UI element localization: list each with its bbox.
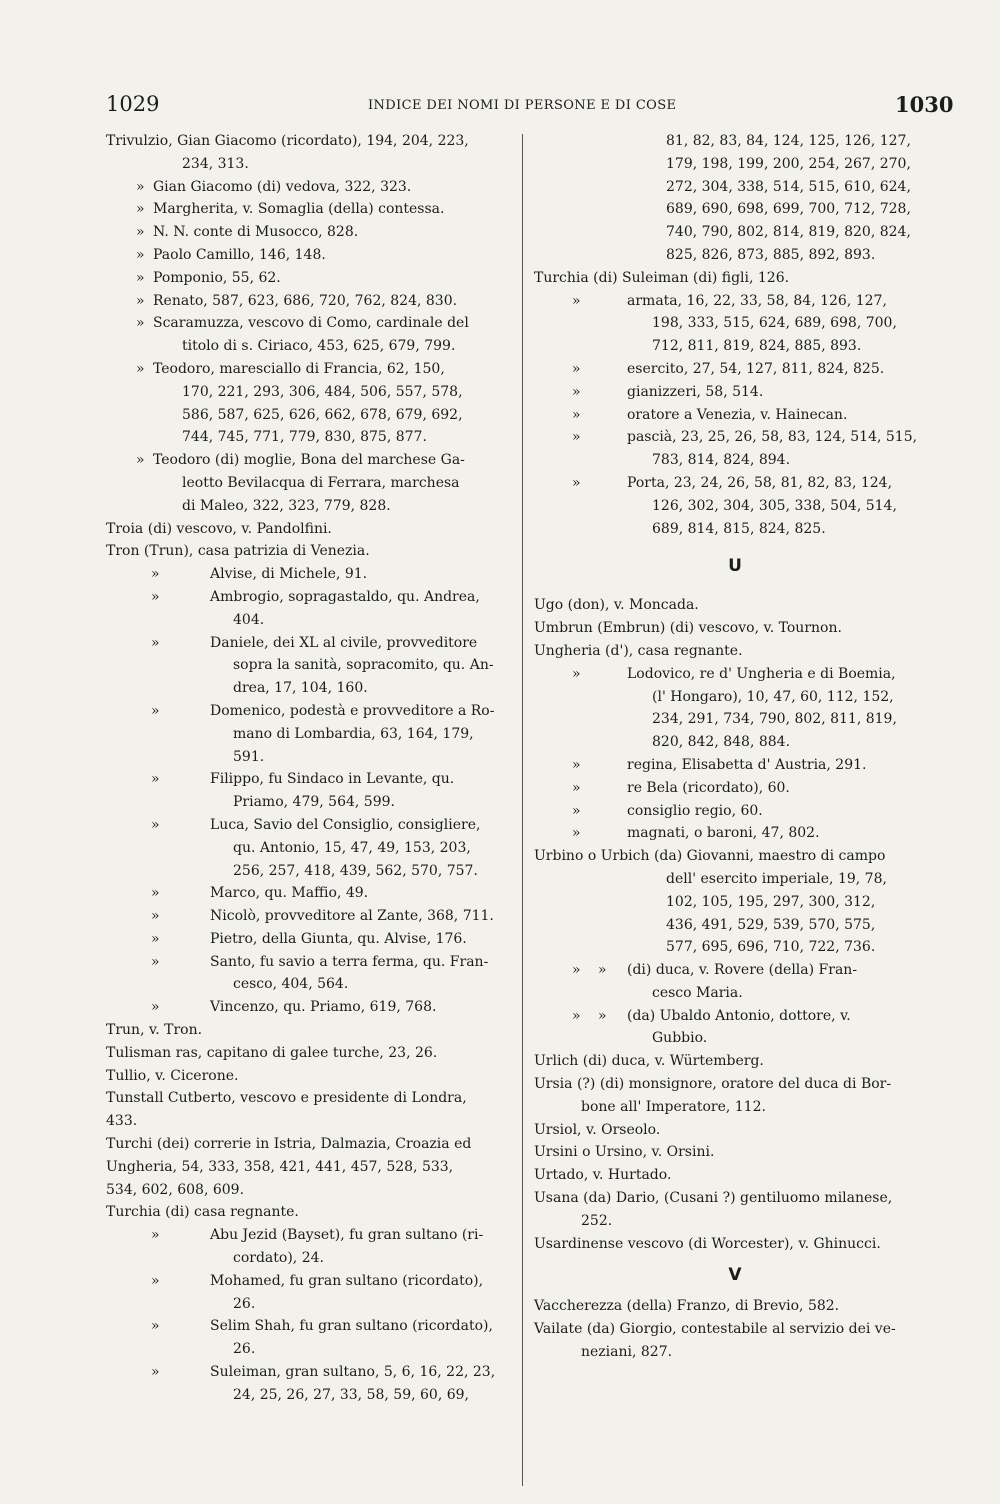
index-entry-text: Daniele, dei XL al civile, provveditore (210, 634, 478, 651)
ditto-marker: » (151, 908, 160, 925)
index-entry-line (534, 130, 936, 153)
index-entry-line (534, 1341, 936, 1364)
ditto-marker: » (572, 406, 581, 423)
index-entry-text: Marco, qu. Maffio, 49. (210, 885, 369, 902)
index-entry-line (106, 1087, 512, 1110)
index-entry-line (534, 982, 936, 1005)
index-entry-line (534, 891, 936, 914)
ditto-marker: » (572, 383, 581, 400)
index-entry-line (106, 153, 512, 176)
index-entry-line (106, 426, 512, 449)
index-entry-text: sopra la sanità, sopracomito, qu. An- (233, 657, 494, 674)
index-entry-line (534, 404, 936, 427)
index-entry-line (534, 800, 936, 823)
index-entry-line (106, 1133, 512, 1156)
page-number-right: 1030 (895, 92, 954, 117)
ditto-marker: » (136, 178, 145, 195)
index-entry-line (106, 290, 512, 313)
ditto-marker: » (572, 825, 581, 842)
index-entry-line (106, 814, 512, 837)
index-entry-line (106, 973, 512, 996)
index-entry-text: Vaccherezza (della) Franzo, di Brevio, 582. (534, 1298, 840, 1315)
index-entry-text: Luca, Savio del Consiglio, consigliere, (210, 816, 481, 833)
index-entry-line (534, 198, 936, 221)
index-entry-text: 436, 491, 529, 539, 570, 575, (666, 916, 876, 933)
index-entry-line (534, 640, 936, 663)
index-entry-text: Trun, v. Tron. (106, 1022, 203, 1039)
index-entry-line (534, 1141, 936, 1164)
index-entry-line (106, 746, 512, 769)
index-entry-text: consiglio regio, 60. (627, 802, 763, 819)
index-entry-line (534, 335, 936, 358)
index-entry-line (534, 868, 936, 891)
index-entry-line (106, 1110, 512, 1133)
index-entry-text: Turchia (di) Suleiman (di) figli, 126. (534, 269, 790, 286)
index-entry-line (534, 312, 936, 335)
index-entry-text: Vailate (da) Giorgio, contestabile al servizio dei ve- (534, 1321, 896, 1338)
index-entry-text: 198, 333, 515, 624, 689, 698, 700, (652, 315, 897, 332)
index-entry-line (534, 221, 936, 244)
index-entry-line (534, 290, 936, 313)
index-entry-line (534, 1073, 936, 1096)
index-entry-text: Teodoro, maresciallo di Francia, 62, 150, (153, 360, 445, 377)
ditto-marker: » (136, 269, 145, 286)
index-entry-line (534, 777, 936, 800)
index-entry-line (106, 381, 512, 404)
index-entry-line (106, 221, 512, 244)
index-entry-line (534, 449, 936, 472)
column-divider (522, 134, 523, 1486)
index-entry-line (534, 1318, 936, 1341)
index-entry-line (106, 1315, 512, 1338)
index-entry-line (534, 1164, 936, 1187)
index-entry-line (106, 996, 512, 1019)
index-entry-line (106, 267, 512, 290)
index-entry-line (534, 1187, 936, 1210)
index-entry-line (534, 1233, 936, 1256)
index-entry-text: Umbrun (Embrun) (di) vescovo, v. Tournon. (534, 620, 842, 637)
ditto-marker: » (136, 292, 145, 309)
index-entry-line (106, 1156, 512, 1179)
running-title: INDICE DEI NOMI DI PERSONE E DI COSE (368, 98, 677, 113)
index-entry-line (106, 518, 512, 541)
index-entry-text: cordato), 24. (233, 1250, 324, 1267)
index-entry-text: 234, 313. (182, 155, 249, 172)
index-entry-text: Gian Giacomo (di) vedova, 322, 323. (153, 178, 412, 195)
index-entry-text: magnati, o baroni, 47, 802. (627, 825, 820, 842)
index-entry-text: Ugo (don), v. Moncada. (534, 597, 699, 614)
index-entry-text: 126, 302, 304, 305, 338, 504, 514, (652, 497, 897, 514)
index-entry-text: Mohamed, fu gran sultano (ricordato), (210, 1272, 484, 1289)
index-entry-line (106, 176, 512, 199)
ditto-marker: » (572, 962, 581, 979)
index-entry-line (106, 404, 512, 427)
index-entry-text: 256, 257, 418, 439, 562, 570, 757. (233, 862, 478, 879)
index-entry-text: oratore a Venezia, v. Hainecan. (627, 406, 848, 423)
index-entry-text: cesco Maria. (652, 984, 743, 1001)
index-entry-text: Ungheria, 54, 333, 358, 421, 441, 457, 528, 533, (106, 1158, 454, 1175)
index-entry-line (534, 1295, 936, 1318)
index-entry-line (106, 1247, 512, 1270)
index-entry-text: Urtado, v. Hurtado. (534, 1167, 672, 1184)
ditto-marker: » (151, 771, 160, 788)
index-entry-line (534, 686, 936, 709)
index-entry-text: cesco, 404, 564. (233, 976, 349, 993)
index-entry-text: Renato, 587, 623, 686, 720, 762, 824, 830. (153, 292, 458, 309)
ditto-marker: » (151, 816, 160, 833)
index-entry-text: Santo, fu savio a terra ferma, qu. Fran- (210, 953, 489, 970)
index-entry-text: Selim Shah, fu gran sultano (ricordato), (210, 1318, 493, 1335)
ditto-marker: » (151, 1227, 160, 1244)
index-entry-line (534, 594, 936, 617)
index-entry-text: 272, 304, 338, 514, 515, 610, 624, (666, 178, 911, 195)
index-entry-line (106, 928, 512, 951)
section-heading: U (728, 556, 742, 577)
ditto-marker: » (572, 802, 581, 819)
index-entry-line (534, 845, 936, 868)
index-entry-line (534, 176, 936, 199)
ditto-marker: » (151, 1272, 160, 1289)
index-entry-text: mano di Lombardia, 63, 164, 179, (233, 725, 474, 742)
index-entry-text: (da) Ubaldo Antonio, dottore, v. (627, 1007, 851, 1024)
ditto-marker: » (572, 292, 581, 309)
index-entry-text: Urlich (di) duca, v. Würtemberg. (534, 1053, 764, 1070)
index-entry-text: dell' esercito imperiale, 19, 78, (666, 870, 887, 887)
ditto-marker: » (136, 315, 145, 332)
index-entry-line (106, 700, 512, 723)
index-entry-line (534, 1050, 936, 1073)
ditto-marker: » (151, 999, 160, 1016)
index-entry-text: 170, 221, 293, 306, 484, 506, 557, 578, (182, 383, 463, 400)
index-entry-text: Scaramuzza, vescovo di Como, cardinale del (153, 315, 469, 332)
index-entry-text: 577, 695, 696, 710, 722, 736. (666, 939, 876, 956)
ditto-marker: » (572, 779, 581, 796)
index-entry-text: bone all' Imperatore, 112. (581, 1098, 766, 1115)
index-entry-line (106, 1293, 512, 1316)
index-entry-text: Nicolò, provveditore al Zante, 368, 711. (210, 908, 494, 925)
index-entry-text: Usana (da) Dario, (Cusani ?) gentiluomo milanese, (534, 1190, 893, 1207)
index-column-right (534, 130, 936, 1364)
index-entry-text: 26. (233, 1341, 256, 1358)
ditto-marker: » (136, 224, 145, 241)
ditto-marker: » (572, 756, 581, 773)
index-entry-text: Tulisman ras, capitano di galee turche, 23, 26. (106, 1044, 438, 1061)
index-entry-line (534, 244, 936, 267)
index-entry-text: Priamo, 479, 564, 599. (233, 794, 395, 811)
index-entry-line (534, 381, 936, 404)
index-entry-text: 179, 198, 199, 200, 254, 267, 270, (666, 155, 911, 172)
index-entry-text: titolo di s. Ciriaco, 453, 625, 679, 799. (182, 338, 456, 355)
ditto-marker: » (136, 452, 145, 469)
index-entry-line (106, 1384, 512, 1407)
index-entry-text: re Bela (ricordato), 60. (627, 779, 790, 796)
index-entry-text: Pietro, della Giunta, qu. Alvise, 176. (210, 930, 467, 947)
index-entry-line (106, 586, 512, 609)
index-entry-line (534, 1005, 936, 1028)
index-entry-line (106, 198, 512, 221)
index-entry-line (534, 754, 936, 777)
section-heading: V (728, 1265, 742, 1286)
index-entry-text: Turchi (dei) correrie in Istria, Dalmazia, Croazia ed (106, 1136, 472, 1153)
index-entry-text: 404. (233, 611, 265, 628)
index-entry-line (106, 1338, 512, 1361)
index-entry-text: armata, 16, 22, 33, 58, 84, 126, 127, (627, 292, 887, 309)
index-entry-text: 783, 814, 824, 894. (652, 452, 791, 469)
index-entry-text: 81, 82, 83, 84, 124, 125, 126, 127, (666, 133, 911, 149)
ditto-marker: » (572, 360, 581, 377)
index-entry-text: 689, 814, 815, 824, 825. (652, 520, 826, 537)
index-entry-text: Lodovico, re d' Ungheria e di Boemia, (627, 665, 896, 682)
index-entry-text: leotto Bevilacqua di Ferrara, marchesa (182, 474, 460, 491)
index-entry-text: Trivulzio, Gian Giacomo (ricordato), 194, 204, 223, (106, 133, 469, 149)
index-entry-line (106, 860, 512, 883)
index-entry-line (106, 563, 512, 586)
index-entry-text: 24, 25, 26, 27, 33, 58, 59, 60, 69, (233, 1386, 469, 1403)
index-entry-line (106, 1201, 512, 1224)
index-entry-line (106, 632, 512, 655)
index-entry-line (106, 677, 512, 700)
index-entry-text: 102, 105, 195, 297, 300, 312, (666, 893, 876, 910)
index-entry-line (106, 791, 512, 814)
index-entry-line (534, 1119, 936, 1142)
index-entry-line (534, 518, 936, 541)
ditto-marker: » (151, 930, 160, 947)
index-entry-line (106, 358, 512, 381)
ditto-marker: » (151, 702, 160, 719)
index-entry-text: Vincenzo, qu. Priamo, 619, 768. (210, 999, 437, 1016)
index-entry-line (106, 540, 512, 563)
index-entry-line (534, 267, 936, 290)
index-entry-text: 252. (581, 1212, 613, 1229)
index-entry-line (106, 1042, 512, 1065)
index-entry-line (106, 1270, 512, 1293)
index-entry-text: Troia (di) vescovo, v. Pandolfini. (106, 520, 332, 537)
index-entry-text: 26. (233, 1295, 256, 1312)
index-entry-text: Porta, 23, 24, 26, 58, 81, 82, 83, 124, (627, 474, 893, 491)
index-entry-line (106, 1065, 512, 1088)
ditto-marker: » (151, 588, 160, 605)
index-entry-line (106, 495, 512, 518)
index-entry-text: 740, 790, 802, 814, 819, 820, 824, (666, 224, 911, 241)
index-entry-line (534, 663, 936, 686)
index-entry-text: Pomponio, 55, 62. (153, 269, 281, 286)
ditto-marker: » (151, 1364, 160, 1381)
index-entry-text: Teodoro (di) moglie, Bona del marchese Ga- (153, 452, 465, 469)
ditto-marker: » (572, 1007, 581, 1024)
index-entry-text: Alvise, di Michele, 91. (210, 566, 368, 583)
index-entry-text: 712, 811, 819, 824, 885, 893. (652, 338, 862, 355)
index-entry-text: Domenico, podestà e provveditore a Ro- (210, 702, 495, 719)
ditto-marker: » (598, 1007, 607, 1024)
index-entry-line (534, 617, 936, 640)
index-entry-text: 820, 842, 848, 884. (652, 734, 791, 751)
ditto-marker: » (151, 1318, 160, 1335)
index-entry-text: Margherita, v. Somaglia (della) contessa. (153, 201, 445, 218)
index-entry-text: neziani, 827. (581, 1344, 673, 1361)
index-entry-text: Ambrogio, sopragastaldo, qu. Andrea, (210, 588, 480, 605)
index-entry-line (534, 495, 936, 518)
index-entry-text: Abu Jezid (Bayset), fu gran sultano (ri- (210, 1227, 484, 1244)
index-entry-line (106, 1224, 512, 1247)
index-entry-line (106, 768, 512, 791)
index-entry-line (106, 1019, 512, 1042)
index-entry-line (106, 449, 512, 472)
ditto-marker: » (136, 360, 145, 377)
index-entry-text: Usardinense vescovo (di Worcester), v. Ghinucci. (534, 1235, 881, 1252)
index-entry-line (106, 882, 512, 905)
index-entry-text: 591. (233, 748, 265, 765)
index-entry-line (534, 959, 936, 982)
index-entry-text: drea, 17, 104, 160. (233, 680, 368, 697)
index-entry-text: (di) duca, v. Rovere (della) Fran- (627, 962, 858, 979)
index-entry-line (534, 1027, 936, 1050)
index-entry-text: Urbino o Urbich (da) Giovanni, maestro di campo (534, 848, 886, 865)
page-header (0, 92, 1000, 122)
index-entry-text: Gubbio. (652, 1030, 708, 1047)
index-entry-line (106, 837, 512, 860)
ditto-marker: » (151, 953, 160, 970)
index-entry-line (534, 153, 936, 176)
index-entry-line (106, 723, 512, 746)
ditto-marker: » (572, 665, 581, 682)
index-entry-text: 825, 826, 873, 885, 892, 893. (666, 246, 876, 263)
index-entry-text: Filippo, fu Sindaco in Levante, qu. (210, 771, 455, 788)
ditto-marker: » (598, 962, 607, 979)
index-entry-line (106, 244, 512, 267)
index-entry-line (106, 951, 512, 974)
index-entry-text: 234, 291, 734, 790, 802, 811, 819, (652, 711, 897, 728)
index-entry-line (534, 1210, 936, 1233)
index-entry-line (106, 609, 512, 632)
page-number-left: 1029 (106, 92, 160, 116)
index-entry-text: gianizzeri, 58, 514. (627, 383, 764, 400)
index-entry-text: 534, 602, 608, 609. (106, 1181, 245, 1198)
index-entry-line (534, 1096, 936, 1119)
index-entry-line (534, 472, 936, 495)
ditto-marker: » (572, 474, 581, 491)
index-entry-text: Ursiol, v. Orseolo. (534, 1121, 661, 1138)
index-entry-text: 689, 690, 698, 699, 700, 712, 728, (666, 201, 911, 218)
index-entry-line (534, 708, 936, 731)
ditto-marker: » (136, 201, 145, 218)
index-entry-text: Tron (Trun), casa patrizia di Venezia. (106, 543, 370, 560)
ditto-marker: » (136, 246, 145, 263)
index-entry-line (534, 822, 936, 845)
index-entry-line (106, 1179, 512, 1202)
index-column-left (106, 130, 512, 1407)
index-entry-line (106, 472, 512, 495)
index-entry-text: Tunstall Cutberto, vescovo e presidente di Londra, (106, 1090, 467, 1107)
index-entry-text: (l' Hongaro), 10, 47, 60, 112, 152, (652, 688, 894, 705)
index-entry-line (534, 426, 936, 449)
index-entry-text: Tullio, v. Cicerone. (106, 1067, 239, 1084)
index-entry-line (106, 130, 512, 153)
index-entry-text: N. N. conte di Musocco, 828. (153, 224, 359, 241)
index-entry-line (534, 358, 936, 381)
index-entry-text: qu. Antonio, 15, 47, 49, 153, 203, (233, 839, 471, 856)
ditto-marker: » (151, 885, 160, 902)
index-entry-text: Suleiman, gran sultano, 5, 6, 16, 22, 23, (210, 1364, 496, 1381)
ditto-marker: » (151, 566, 160, 583)
index-entry-line (534, 914, 936, 937)
index-entry-text: Ungheria (d'), casa regnante. (534, 642, 743, 659)
index-entry-text: Ursini o Ursino, v. Orsini. (534, 1144, 715, 1161)
index-entry-text: esercito, 27, 54, 127, 811, 824, 825. (627, 360, 885, 377)
index-entry-text: regina, Elisabetta d' Austria, 291. (627, 756, 867, 773)
index-entry-line (534, 731, 936, 754)
index-entry-line (534, 936, 936, 959)
index-entry-text: 744, 745, 771, 779, 830, 875, 877. (182, 429, 427, 446)
index-entry-line (106, 1361, 512, 1384)
index-entry-text: di Maleo, 322, 323, 779, 828. (182, 497, 391, 514)
ditto-marker: » (151, 634, 160, 651)
ditto-marker: » (572, 429, 581, 446)
index-entry-line (106, 654, 512, 677)
index-entry-text: 433. (106, 1113, 138, 1130)
index-entry-line (106, 905, 512, 928)
index-entry-text: pascià, 23, 25, 26, 58, 83, 124, 514, 515, (627, 429, 918, 446)
index-entry-text: Paolo Camillo, 146, 148. (153, 246, 326, 263)
index-entry-line (106, 335, 512, 358)
index-entry-line (106, 312, 512, 335)
index-entry-text: Turchia (di) casa regnante. (106, 1204, 299, 1221)
index-entry-text: Ursia (?) (di) monsignore, oratore del duca di Bor- (534, 1076, 892, 1093)
index-entry-text: 586, 587, 625, 626, 662, 678, 679, 692, (182, 406, 463, 423)
